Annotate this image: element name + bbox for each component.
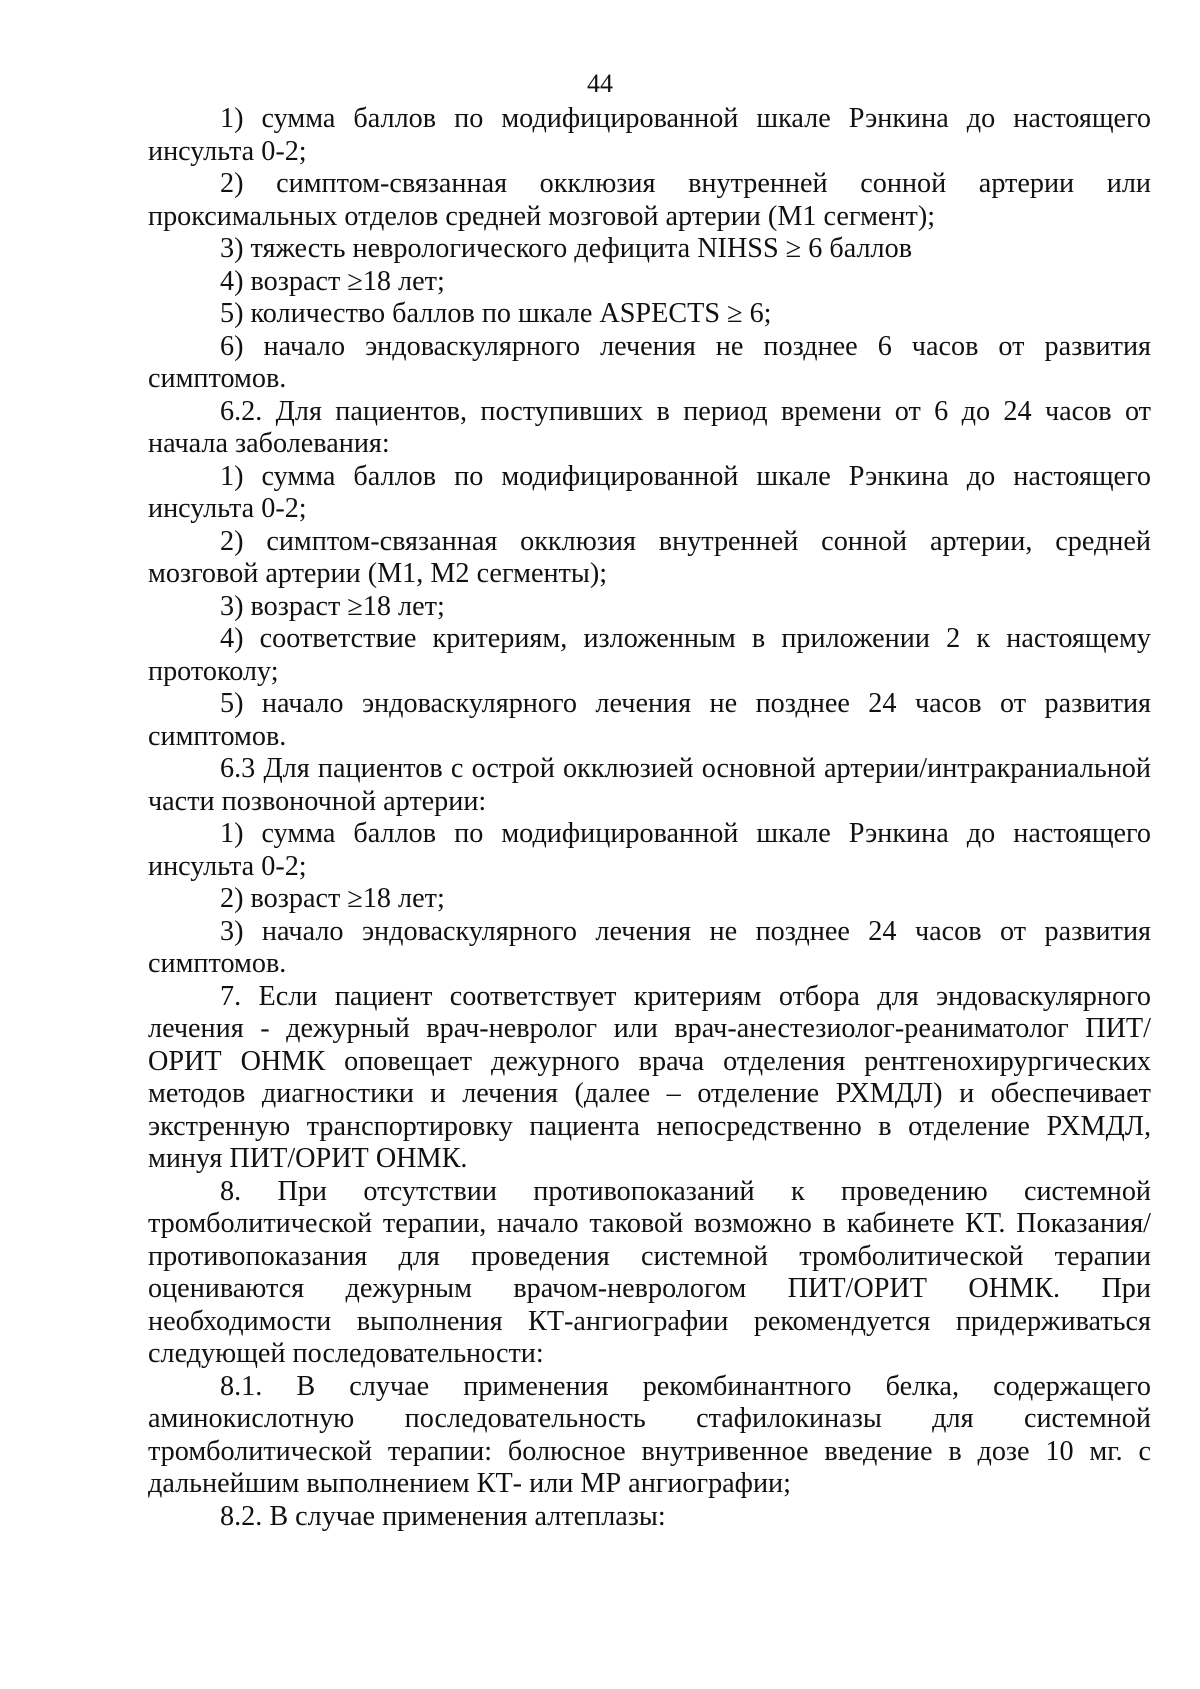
paragraph: 7. Если пациент соответствует критериям отбора для эндоваскулярного лечения - дежурный врач-невролог или врач-анестезиолог-реаниматолог ПИТ/ОРИТ ОНМК оповещает дежурного врача отделения рентгенохирургических методов диагностики и лечения (далее – отделение РХМДЛ) и обеспечивает экстренную транспортировку пациента непосредственно в отделение РХМДЛ, минуя ПИТ/ОРИТ ОНМК. [148, 980, 1151, 1174]
paragraph: 2) симптом-связанная окклюзия внутренней сонной артерии или проксимальных отделов средней мозговой артерии (М1 сегмент); [148, 168, 1151, 232]
paragraph: 5) начало эндоваскулярного лечения не позднее 24 часов от развития симптомов. [148, 688, 1151, 752]
paragraph: 3) возраст ≥18 лет; [220, 590, 445, 622]
paragraph: 2) симптом-связанная окклюзия внутренней сонной артерии, средней мозговой артерии (М1, М2 сегменты); [148, 525, 1151, 589]
body-text [148, 103, 1151, 1533]
paragraph: 8.1. В случае применения рекомбинантного белка, содержащего аминокислотную последовательность стафилокиназы для системной тромболитической терапии: болюсное внутривенное введение в дозе 10 мг. с дальнейшим выполнением КТ- или МР ангиографии; [148, 1370, 1151, 1499]
paragraph: 1) сумма баллов по модифицированной шкале Рэнкина до настоящего инсульта 0-2; [148, 460, 1151, 524]
paragraph: 2) возраст ≥18 лет; [220, 883, 445, 914]
section-heading: 6.2. Для пациентов, поступивших в период времени от 6 до 24 часов от начала заболевания: [148, 395, 1151, 459]
paragraph: 6) начало эндоваскулярного лечения не позднее 6 часов от развития симптомов. [148, 330, 1151, 394]
paragraph: 5) количество баллов по шкале ASPECTS ≥ 6; [220, 298, 772, 329]
paragraph: 8.2. В случае применения алтеплазы: [220, 1500, 666, 1532]
paragraph: 3) тяжесть неврологического дефицита NIHSS ≥ 6 баллов [220, 233, 912, 264]
paragraph: 3) начало эндоваскулярного лечения не позднее 24 часов от развития симптомов. [148, 915, 1151, 979]
paragraph: 8. При отсутствии противопоказаний к проведению системной тромболитической терапии, начало таковой возможно в кабинете КТ. Показания/противопоказания для проведения системной тромболитической терапии оцениваются дежурным врачом-неврологом ПИТ/ОРИТ ОНМК. При необходимости выполнения КТ-ангиографии рекомендуется придерживаться следующей последовательности: [148, 1175, 1151, 1369]
paragraph: 4) соответствие критериям, изложенным в приложении 2 к настоящему протоколу; [148, 623, 1151, 687]
paragraph: 1) сумма баллов по модифицированной шкале Рэнкина до настоящего инсульта 0-2; [148, 818, 1151, 882]
paragraph: 4) возраст ≥18 лет; [220, 265, 445, 297]
page-number: 44 [587, 69, 613, 98]
section-heading: 6.3 Для пациентов с острой окклюзией основной артерии/интракраниальной части позвоночной артерии: [148, 753, 1151, 817]
paragraph: 1) сумма баллов по модифицированной шкале Рэнкина до настоящего инсульта 0-2; [148, 103, 1151, 167]
